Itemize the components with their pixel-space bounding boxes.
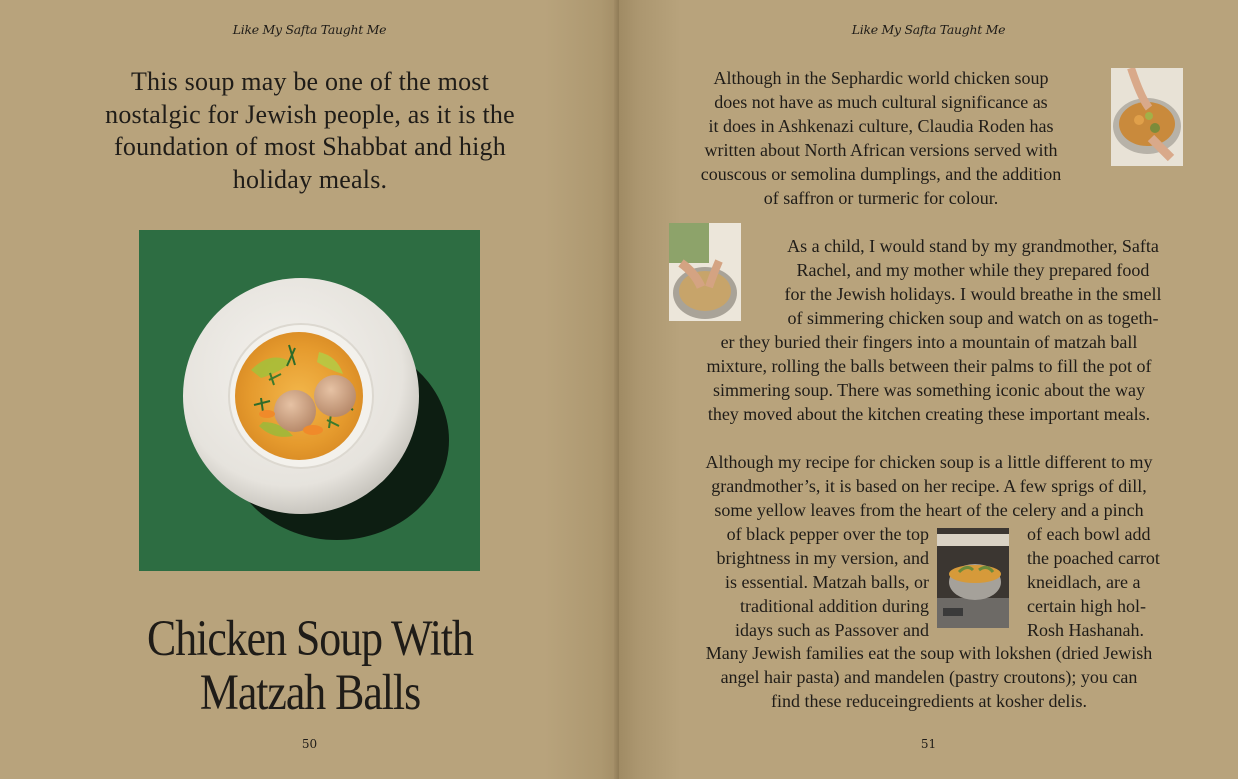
soup-bowl-illustration [139,230,480,571]
paragraph-1 [667,66,1095,210]
hands-mixing-illustration [669,223,741,321]
mixing-bowl-illustration [1111,68,1183,166]
recipe-title [95,612,525,720]
text-line: mixture, rolling the balls between their palms to fill the pot of [706,356,1152,376]
text-line: for the Jewish holidays. I would breathe in the smell [784,284,1162,304]
text-line: As a child, I would stand by my grandmother, Safta [787,236,1159,256]
stove-pot-photo [937,528,1009,628]
text-line: Rachel, and my mother while they prepared food [796,260,1150,280]
text-line: the poached carrot [1027,548,1160,568]
left-running-head: Like My Safta Taught Me [232,22,387,37]
stove-pot-illustration [937,528,1009,628]
right-page [619,0,1238,779]
text-line: kneidlach, are a [1027,572,1141,592]
mixing-bowl-photo [1111,68,1183,166]
text-line: simmering soup. There was something iconic about the way [712,380,1146,400]
text-line: written about North African versions served with [704,140,1058,160]
recipe-title-line: Chicken Soup With [147,611,473,667]
text-line: traditional addition during [740,596,929,616]
intro-line: foundation of most Shabbat and high [114,132,506,161]
intro-line: holiday meals. [232,164,388,194]
paragraph-3-bottom [659,641,1199,713]
intro-text [60,66,560,196]
paragraph-2-full [659,330,1199,426]
text-line: some yellow leaves from the heart of the celery and a pinch [714,500,1144,520]
paragraph-3-right-column [1027,522,1207,642]
text-line: brightness in my version, and [716,548,929,568]
text-line: certain high hol- [1027,596,1146,616]
soup-photo [139,230,480,571]
hands-mixing-photo [669,223,741,321]
intro-line: nostalgic for Jewish people, as it is the [105,99,515,129]
text-line: of saffron or turmeric for colour. [763,188,999,208]
paragraph-2-indented [757,234,1189,330]
right-page-number: 51 [920,737,937,751]
text-line: couscous or semolina dumplings, and the addition [700,164,1062,184]
text-line: idays such as Passover and [735,620,929,640]
text-line: does not have as much cultural significance as [714,92,1048,112]
text-line: Although my recipe for chicken soup is a little different to my [705,452,1153,472]
text-line: of each bowl add [1027,524,1151,544]
text-line: Although in the Sephardic world chicken soup [713,68,1049,88]
left-page-number: 50 [301,737,318,751]
text-line: of simmering chicken soup and watch on as togeth- [787,308,1159,328]
right-running-head: Like My Safta Taught Me [851,22,1006,37]
paragraph-3-top [659,450,1199,522]
text-line: is essential. Matzah balls, or [725,572,929,592]
text-line: it does in Ashkenazi culture, Claudia Roden has [708,116,1054,136]
text-line: angel hair pasta) and mandelen (pastry croutons); you can [720,667,1138,687]
recipe-title-line: Matzah Balls [199,665,421,721]
text-line: they moved about the kitchen creating these important meals. [707,404,1151,424]
text-line: Rosh Hashanah. [1027,620,1144,640]
text-line: Many Jewish families eat the soup with lokshen (dried Jewish [705,643,1153,663]
text-line: grandmother’s, it is based on her recipe. A few sprigs of dill, [711,476,1147,496]
text-line: find these reduceingredients at kosher delis. [771,691,1087,711]
paragraph-3-left-column [659,522,929,642]
text-line: of black pepper over the top [726,524,929,544]
intro-line: This soup may be one of the most [130,67,490,96]
text-line: er they buried their fingers into a mountain of matzah ball [720,332,1138,352]
